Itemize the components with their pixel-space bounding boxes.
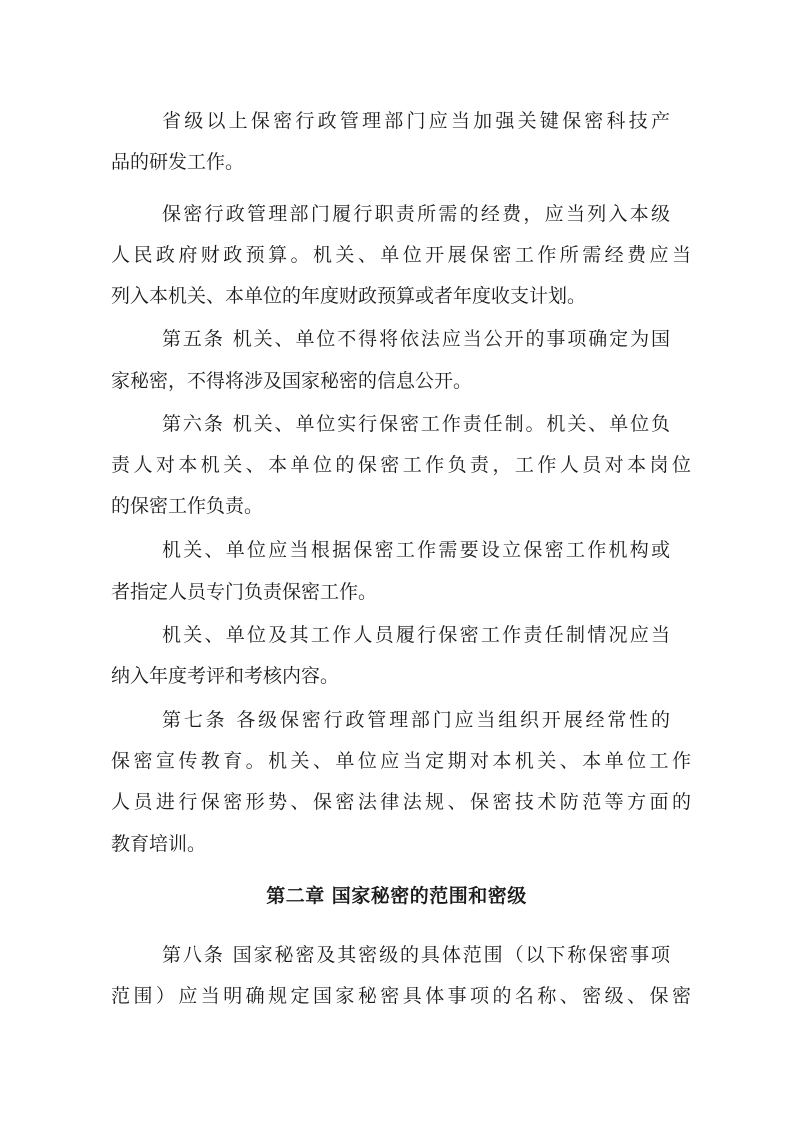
paragraph-line: 第六条 机关、单位实行保密工作责任制。机关、单位负: [162, 413, 670, 435]
paragraph-line: 范围）应当明确规定国家秘密具体事项的名称、密级、保密: [111, 985, 691, 1007]
paragraph-line: 第七条 各级保密行政管理部门应当组织开展经常性的: [162, 709, 670, 731]
paragraph-line: 人民政府财政预算。机关、单位开展保密工作所需经费应当: [111, 244, 691, 266]
paragraph-line: 人员进行保密形势、保密法律法规、保密技术防范等方面的: [111, 791, 691, 813]
paragraph-line: 纳入年度考评和考核内容。: [111, 665, 340, 687]
paragraph-line: 者指定人员专门负责保密工作。: [111, 581, 378, 603]
paragraph-line: 的保密工作负责。: [111, 495, 264, 517]
paragraph-line: 第五条 机关、单位不得将依法应当公开的事项确定为国: [162, 328, 670, 350]
paragraph-line: 责人对本机关、本单位的保密工作负责，工作人员对本岗位: [111, 454, 691, 476]
paragraph-line: 保密宣传教育。机关、单位应当定期对本机关、本单位工作: [111, 750, 691, 772]
paragraph-line: 机关、单位及其工作人员履行保密工作责任制情况应当: [162, 624, 670, 646]
paragraph-line: 省级以上保密行政管理部门应当加强关键保密科技产: [162, 110, 670, 132]
paragraph-line: 机关、单位应当根据保密工作需要设立保密工作机构或: [162, 539, 670, 561]
paragraph-line: 教育培训。: [111, 833, 207, 855]
chapter-heading: 第二章 国家秘密的范围和密级: [266, 885, 527, 907]
paragraph-line: 家秘密，不得将涉及国家秘密的信息公开。: [111, 370, 473, 392]
paragraph-line: 第八条 国家秘密及其密级的具体范围（以下称保密事项: [162, 944, 670, 966]
paragraph-line: 保密行政管理部门履行职责所需的经费，应当列入本级: [162, 203, 670, 225]
paragraph-line: 列入本机关、本单位的年度财政预算或者年度收支计划。: [111, 285, 587, 307]
paragraph-line: 品的研发工作。: [111, 151, 245, 173]
